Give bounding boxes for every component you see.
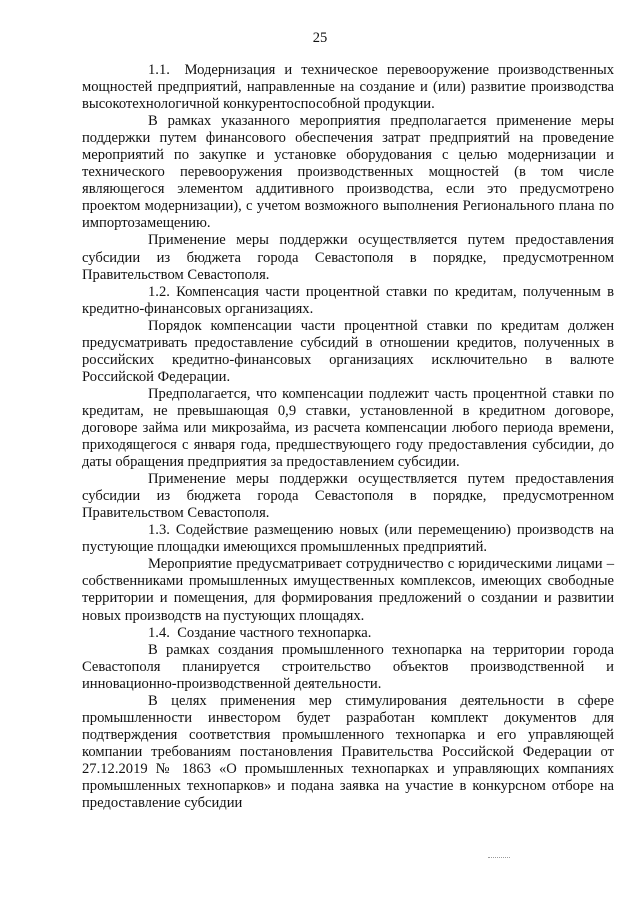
paragraph: Предполагается, что компенсации подлежит часть процентной ставки по кредитам, не превышающая 0,9 ставки, установленной в кредитном договоре, договоре займа или микрозайма, из расчета компенсации любого периода времени, приходящегося с января года, предшествующего году предоставления субсидии, до даты обращения предприятия за предоставлением субсидии. <box>82 385 614 471</box>
paragraph-1-2-heading: 1.2. Компенсация части процентной ставки по кредитам, полученным в кредитно-финансовых организациях. <box>82 283 614 317</box>
paragraph: В рамках указанного мероприятия предполагается применение меры поддержки путем финансового обеспечения затрат предприятий на проведение мероприятий по закупке и установке оборудования с целью модернизации и технического перевооружения производственных мощностей (в том числе являющегося элементом аддитивного производства, если это предусмотрено проектом модернизации), с учетом возможного выполнения Регионального плана по импортозамещению. <box>82 113 614 232</box>
document-body <box>82 62 614 812</box>
page-number: 25 <box>312 30 328 46</box>
paragraph: Мероприятие предусматривает сотрудничество с юридическими лицами – собственниками промышленных имущественных комплексов, имеющих свободные территории и помещения, для формирования предложений о создании и развитии новых производств на пустующих площадях. <box>82 556 614 624</box>
scan-artifact <box>488 857 510 859</box>
paragraph: В рамках создания промышленного технопарка на территории города Севастополя планируется строительство объектов производственной и инновационно-производственной деятельности. <box>82 641 614 692</box>
paragraph-1-4-heading: 1.4. Создание частного технопарка. <box>148 624 372 641</box>
paragraph: Применение меры поддержки осуществляется путем предоставления субсидии из бюджета города Севастополя в порядке, предусмотренном Правительством Севастополя. <box>82 232 614 283</box>
paragraph: Порядок компенсации части процентной ставки по кредитам должен предусматривать предоставление субсидий в отношении кредитов, полученных в российских кредитно-финансовых организациях исключительно в валюте Российской Федерации. <box>82 317 614 385</box>
paragraph: В целях применения мер стимулирования деятельности в сфере промышленности инвестором будет разработан комплект документов для подтверждения соответствия промышленного технопарка и его управляющей компании требованиям постановления Правительства Российской Федерации от 27.12.2019 № 1863 «О промышленных технопарках и управляющих компаниях промышленных технопарков» и подана заявка на участие в конкурсном отборе на предоставление субсидии <box>82 692 614 812</box>
paragraph-1-3-heading: 1.3. Содействие размещению новых (или перемещению) производств на пустующие площадки имеющихся промышленных предприятий. <box>82 522 614 556</box>
paragraph: Применение меры поддержки осуществляется путем предоставления субсидии из бюджета города Севастополя в порядке, предусмотренном Правительством Севастополя. <box>82 471 614 522</box>
paragraph-1-1-heading: 1.1. Модернизация и техническое перевооружение производственных мощностей предприятий, направленные на создание и (или) развитие производства высокотехнологичной конкурентоспособной продукции. <box>82 62 614 113</box>
